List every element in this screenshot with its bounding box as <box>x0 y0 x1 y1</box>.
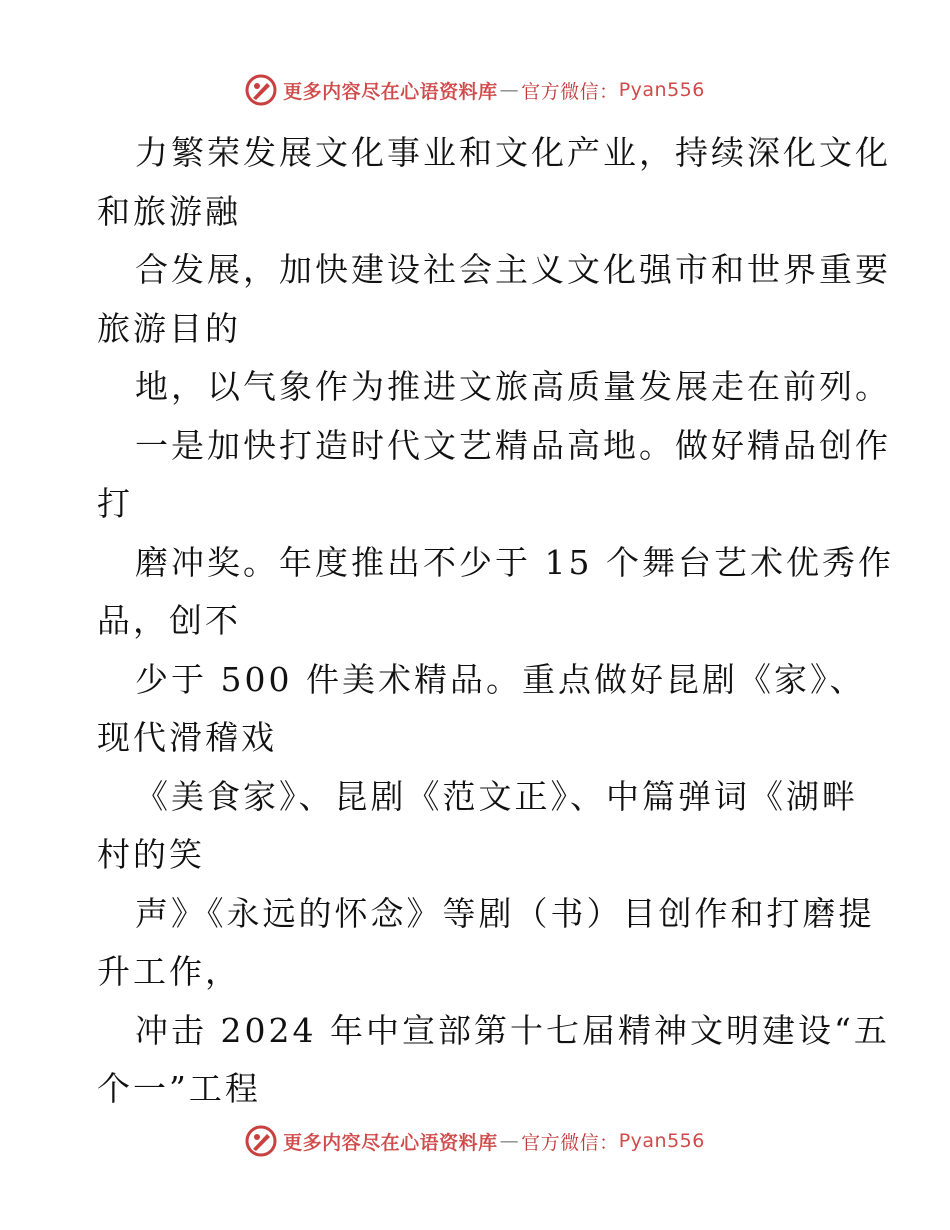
header-dash: — <box>499 79 520 101</box>
header-title: 更多内容尽在心语资料库 <box>283 80 498 103</box>
footer-banner <box>0 1125 950 1157</box>
body-line: 升工作， <box>97 952 241 991</box>
body-line: 合发展，加快建设社会主义文化强市和世界重要 <box>135 250 891 289</box>
body-line: 磨冲奖。年度推出不少于 15 个舞台艺术优秀作 <box>135 542 894 582</box>
body-line: 品，创不 <box>97 601 241 640</box>
body-line: 旅游目的 <box>97 308 241 348</box>
body-line: 《美食家》、昆剧《范文正》、中篇弹词《湖畔 <box>135 776 858 816</box>
body-line: 和旅游融 <box>97 191 241 231</box>
body-line: 现代滑稽戏 <box>97 718 277 757</box>
body-line: 冲击 2024 年中宣部第十七届精神文明建设“五 <box>135 1010 890 1050</box>
body-line: 声》《永远的怀念》等剧（书）目创作和打磨提 <box>135 893 875 933</box>
footer-handle: Pyan556 <box>618 1130 705 1152</box>
footer-title: 更多内容尽在心语资料库 <box>283 1131 498 1154</box>
body-line: 村的笑 <box>97 835 205 874</box>
header-handle: Pyan556 <box>618 79 705 101</box>
body-line: 力繁荣发展文化事业和文化产业，持续深化文化 <box>135 133 891 172</box>
document-body <box>97 124 894 1119</box>
body-line: 个一”工程 <box>97 1069 261 1108</box>
body-line: 打 <box>97 484 133 523</box>
header-banner <box>0 74 950 106</box>
body-line: 少于 500 件美术精品。重点做好昆剧《家》、 <box>135 659 866 699</box>
footer-dash: — <box>499 1130 520 1152</box>
body-line: 一是加快打造时代文艺精品高地。做好精品创作 <box>135 425 891 465</box>
quill-logo-icon <box>245 1125 277 1157</box>
footer-contact-label: 官方微信： <box>521 1131 619 1154</box>
header-contact-label: 官方微信： <box>521 80 619 103</box>
body-line: 地，以气象作为推进文旅高质量发展走在前列。 <box>135 367 891 406</box>
quill-logo-icon <box>245 74 277 106</box>
